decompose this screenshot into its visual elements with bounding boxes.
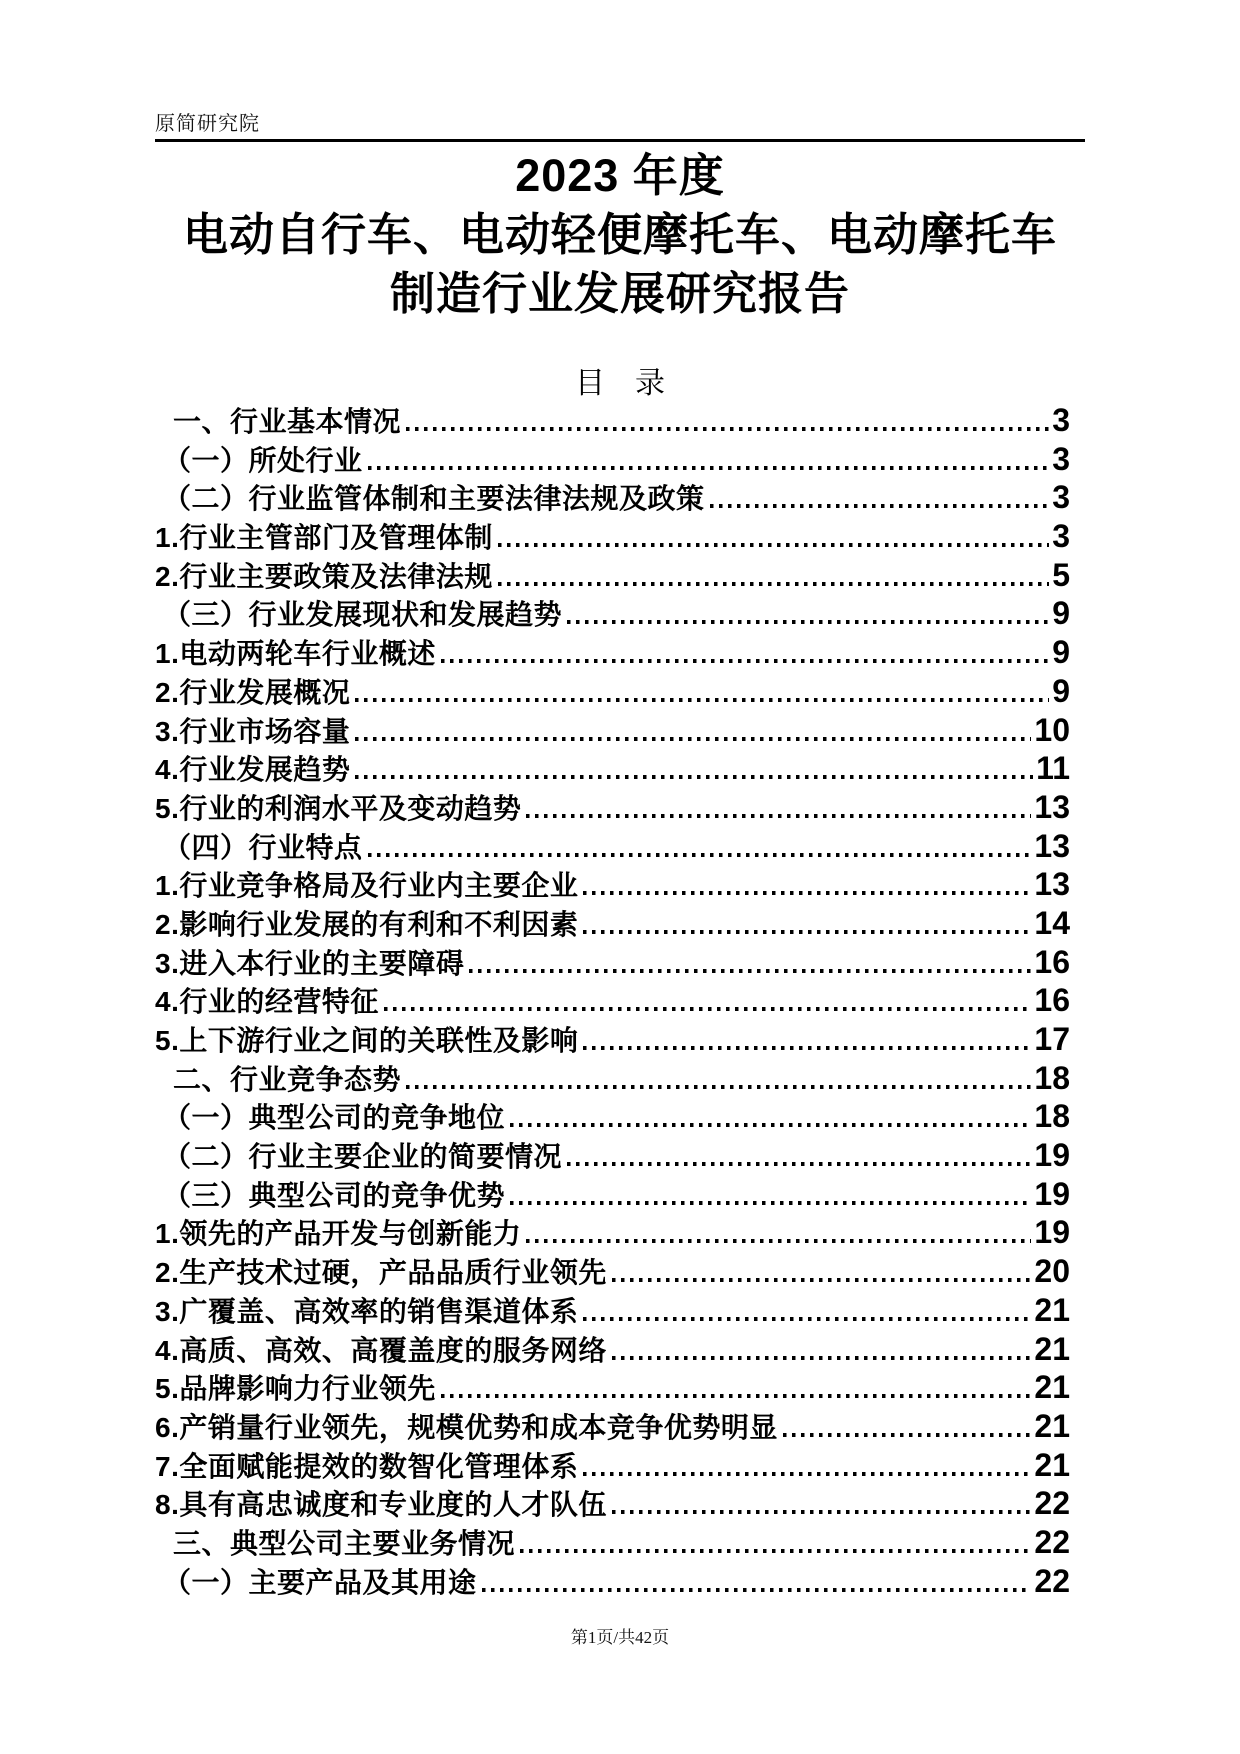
toc-entry-label: 5.上下游行业之间的关联性及影响 — [155, 1025, 579, 1056]
report-title-industry: 电动自行车、电动轻便摩托车、电动摩托车 — [182, 209, 1057, 260]
toc-entry-label: 一、行业基本情况 — [173, 406, 402, 437]
toc-entry-page: 19 — [1034, 1175, 1070, 1212]
toc-leader-dots — [368, 466, 1050, 470]
toc-entry-page: 13 — [1034, 866, 1070, 903]
toc-list — [155, 403, 1070, 1602]
toc-entry-page: 11 — [1036, 750, 1070, 787]
toc-leader-dots — [526, 814, 1031, 818]
toc-entry-label: 1.行业竞争格局及行业内主要企业 — [155, 870, 579, 902]
toc-entry-page: 19 — [1034, 1137, 1070, 1174]
toc-entry[interactable] — [155, 751, 1070, 790]
toc-entry-page: 10 — [1034, 711, 1070, 748]
toc-entry-label: （三）典型公司的竞争优势 — [163, 1179, 506, 1211]
toc-leader-dots — [406, 427, 1049, 431]
toc-entry-page: 21 — [1034, 1330, 1070, 1367]
toc-leader-dots — [355, 775, 1033, 779]
toc-entry-page: 3 — [1052, 440, 1070, 477]
toc-leader-dots — [368, 853, 1032, 857]
toc-entry[interactable] — [155, 596, 1070, 635]
toc-entry-page: 9 — [1052, 672, 1070, 709]
toc-leader-dots — [355, 698, 1049, 702]
toc-entry-page: 19 — [1034, 1214, 1070, 1251]
toc-entry-page: 21 — [1034, 1291, 1070, 1328]
toc-leader-dots — [612, 1510, 1032, 1514]
report-title — [0, 146, 1240, 323]
report-title-subject: 制造行业发展研究报告 — [389, 268, 850, 319]
toc-entry-page: 21 — [1034, 1446, 1070, 1483]
toc-entry[interactable] — [155, 1370, 1070, 1409]
toc-entry[interactable] — [155, 635, 1070, 674]
toc-entry-page: 9 — [1052, 634, 1070, 671]
toc-entry-page: 13 — [1034, 827, 1070, 864]
toc-entry[interactable] — [155, 403, 1070, 442]
toc-entry-page: 3 — [1052, 402, 1070, 438]
toc-entry-page: 22 — [1034, 1562, 1070, 1599]
toc-leader-dots — [441, 1394, 1032, 1398]
toc-leader-dots — [498, 582, 1049, 586]
toc-entry-label: 3.广覆盖、高效率的销售渠道体系 — [155, 1295, 579, 1327]
toc-entry-label: 4.高质、高效、高覆盖度的服务网络 — [155, 1334, 607, 1366]
toc-entry-label: （一）典型公司的竞争地位 — [163, 1102, 506, 1134]
toc-entry[interactable] — [155, 906, 1070, 945]
toc-entry-page: 9 — [1052, 595, 1070, 632]
toc-entry[interactable] — [155, 1215, 1070, 1254]
toc-entry-page: 20 — [1034, 1253, 1070, 1290]
toc-leader-dots — [710, 504, 1050, 508]
toc-entry-page: 13 — [1034, 788, 1070, 825]
toc-entry-label: 1.行业主管部门及管理体制 — [155, 522, 493, 554]
toc-entry[interactable] — [155, 519, 1070, 558]
toc-entry[interactable] — [155, 442, 1070, 481]
toc-entry-page: 22 — [1034, 1523, 1070, 1560]
toc-leader-dots — [612, 1356, 1032, 1360]
toc-leader-dots — [583, 891, 1031, 895]
toc-entry[interactable] — [155, 829, 1070, 868]
toc-entry-label: 7.全面赋能提效的数智化管理体系 — [155, 1450, 579, 1482]
toc-entry-label: 5.品牌影响力行业领先 — [155, 1373, 436, 1405]
toc-entry-label: （一）主要产品及其用途 — [163, 1566, 477, 1598]
toc-entry-label: 1.领先的产品开发与创新能力 — [155, 1218, 522, 1250]
toc-entry-page: 16 — [1034, 943, 1070, 980]
toc-entry-page: 3 — [1052, 479, 1070, 516]
page-number-footer: 第1页/共42页 — [570, 1628, 670, 1647]
toc-leader-dots — [567, 1162, 1031, 1166]
toc-leader-dots — [498, 543, 1049, 547]
toc-entry-page: 3 — [1052, 518, 1070, 555]
header-rule — [155, 139, 1085, 142]
toc-leader-dots — [526, 1239, 1031, 1243]
toc-leader-dots — [384, 1007, 1032, 1011]
toc-entry-page: 18 — [1034, 1059, 1070, 1096]
toc-entry-label: 1.电动两轮车行业概述 — [155, 638, 436, 670]
toc-entry[interactable] — [155, 1099, 1070, 1138]
toc-leader-dots — [510, 1201, 1031, 1205]
toc-heading: 目 录 — [575, 367, 665, 400]
toc-entry-label: （二）行业主要企业的简要情况 — [163, 1141, 563, 1173]
toc-leader-dots — [583, 1472, 1031, 1476]
toc-leader-dots — [469, 969, 1031, 973]
toc-entry-page: 16 — [1034, 982, 1070, 1019]
toc-leader-dots — [510, 1123, 1031, 1127]
toc-entry-label: 2.影响行业发展的有利和不利因素 — [155, 908, 579, 940]
report-title-year: 2023 年度 — [515, 150, 725, 201]
toc-leader-dots — [355, 737, 1031, 741]
toc-entry-page: 21 — [1034, 1407, 1070, 1444]
toc-entry-label: 2.行业主要政策及法律法规 — [155, 560, 493, 592]
toc-entry[interactable] — [155, 713, 1070, 752]
toc-entry[interactable] — [155, 1486, 1070, 1525]
toc-leader-dots — [583, 1046, 1031, 1050]
toc-entry-page: 5 — [1052, 556, 1070, 593]
toc-entry[interactable] — [155, 983, 1070, 1022]
toc-entry-label: 三、典型公司主要业务情况 — [173, 1527, 516, 1559]
toc-entry-label: （一）所处行业 — [163, 444, 363, 476]
toc-leader-dots — [482, 1588, 1032, 1592]
toc-entry[interactable] — [155, 1177, 1070, 1216]
toc-entry-label: （二）行业监管体制和主要法律法规及政策 — [163, 483, 705, 515]
toc-entry-label: 2.行业发展概况 — [155, 676, 351, 708]
toc-entry-label: 3.进入本行业的主要障碍 — [155, 947, 465, 979]
toc-entry[interactable] — [155, 945, 1070, 984]
toc-entry[interactable] — [155, 1564, 1070, 1603]
toc-leader-dots — [567, 620, 1049, 624]
toc-entry-page: 22 — [1034, 1485, 1070, 1522]
toc-entry[interactable] — [155, 1448, 1070, 1487]
toc-entry[interactable] — [155, 1254, 1070, 1293]
toc-entry[interactable] — [155, 1138, 1070, 1177]
toc-entry-label: 二、行业竞争态势 — [173, 1063, 402, 1095]
toc-entry-label: （四）行业特点 — [163, 831, 363, 863]
toc-leader-dots — [783, 1433, 1032, 1437]
toc-entry[interactable] — [155, 674, 1070, 713]
toc-entry-page: 18 — [1034, 1098, 1070, 1135]
toc-entry[interactable] — [155, 867, 1070, 906]
toc-entry-label: 4.行业发展趋势 — [155, 754, 351, 786]
toc-leader-dots — [583, 1317, 1031, 1321]
toc-entry[interactable] — [155, 1293, 1070, 1332]
toc-entry-label: 5.行业的利润水平及变动趋势 — [155, 792, 522, 824]
toc-entry-label: （三）行业发展现状和发展趋势 — [163, 599, 563, 631]
toc-entry-label: 4.行业的经营特征 — [155, 986, 379, 1018]
toc-leader-dots — [520, 1549, 1031, 1553]
toc-leader-dots — [406, 1085, 1031, 1089]
toc-entry[interactable] — [155, 1409, 1070, 1448]
toc-entry[interactable] — [155, 558, 1070, 597]
toc-entry-page: 21 — [1034, 1369, 1070, 1406]
toc-leader-dots — [441, 659, 1049, 663]
toc-entry[interactable] — [155, 1525, 1070, 1564]
toc-entry[interactable] — [155, 1061, 1070, 1100]
toc-leader-dots — [612, 1278, 1032, 1282]
toc-entry-label: 2.生产技术过硬，产品品质行业领先 — [155, 1257, 607, 1289]
toc-entry[interactable] — [155, 790, 1070, 829]
toc-leader-dots — [583, 930, 1031, 934]
toc-entry[interactable] — [155, 480, 1070, 519]
toc-entry-label: 8.具有高忠诚度和专业度的人才队伍 — [155, 1489, 607, 1521]
toc-entry-label: 3.行业市场容量 — [155, 715, 351, 747]
toc-entry[interactable] — [155, 1332, 1070, 1371]
toc-entry-page: 14 — [1034, 904, 1070, 941]
toc-entry-page: 17 — [1034, 1021, 1070, 1057]
header-brand: 原简研究院 — [155, 113, 260, 135]
toc-entry-label: 6.产销量行业领先，规模优势和成本竞争优势明显 — [155, 1411, 778, 1443]
toc-entry[interactable] — [155, 1022, 1070, 1061]
